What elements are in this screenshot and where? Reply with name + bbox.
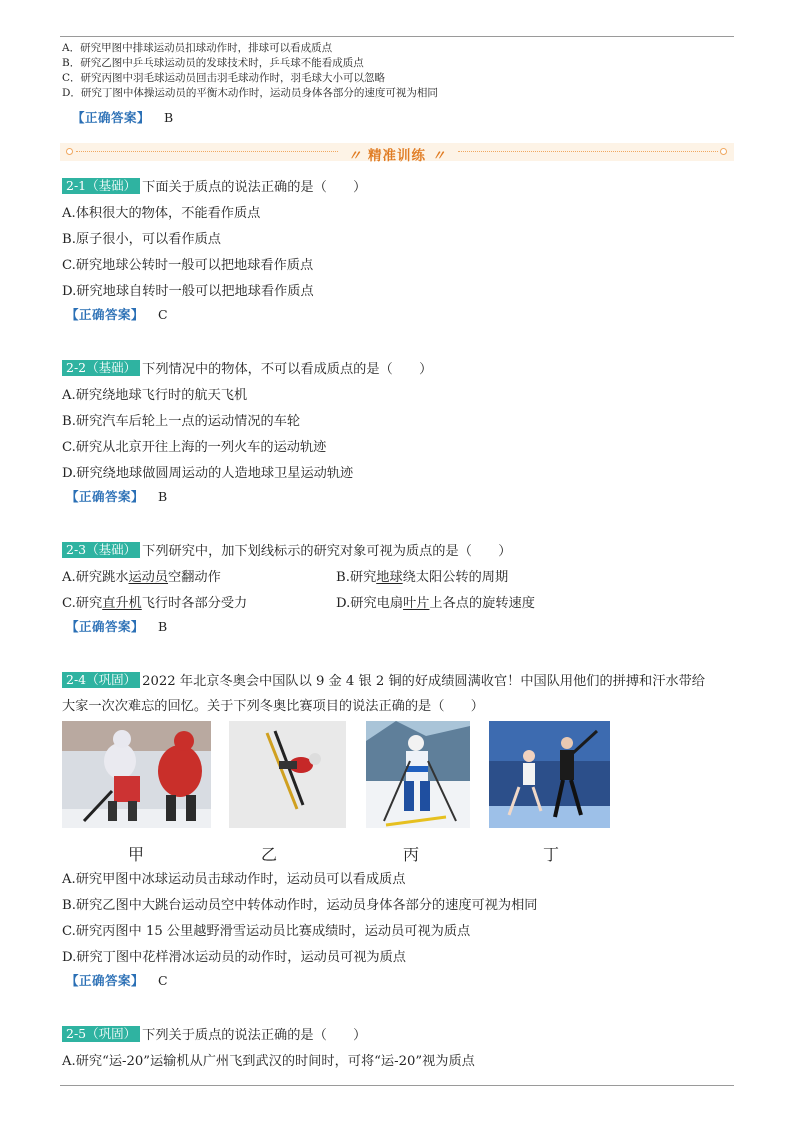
answer-value: C — [158, 307, 168, 322]
answer-value: B — [158, 619, 168, 634]
photo-label-bing: 丙 — [402, 845, 419, 864]
top-option-a: A．研究甲图中排球运动员扣球动作时，排球可以看成质点 — [62, 42, 333, 54]
q5-stem-text: 下列关于质点的说法正确的是（ ） — [142, 1028, 367, 1043]
q1-answer — [66, 305, 168, 323]
q5-stem — [62, 1024, 366, 1043]
q2-answer — [66, 487, 167, 505]
q2-option-c: C.研究从北京开往上海的一列火车的运动轨迹 — [62, 440, 327, 455]
q5-option-a: A.研究“运-20”运输机从广州飞到武汉的时间时，可将“运-20”视为质点 — [62, 1054, 475, 1069]
q4-tag: 2-4（巩固） — [62, 672, 140, 688]
q3-option-b — [336, 566, 508, 585]
q2-stem — [62, 358, 432, 377]
q3-a-pre: A.研究跳水 — [62, 570, 129, 585]
banner-title-text: 精准训练 — [368, 148, 426, 164]
photo-label-jia: 甲 — [127, 845, 144, 864]
q4-option-b: B.研究乙图中大跳台运动员空中转体动作时，运动员身体各部分的速度可视为相同 — [62, 898, 538, 913]
q1-stem — [62, 176, 366, 195]
section-banner — [60, 143, 734, 164]
q3-option-a — [62, 566, 221, 585]
q3-c-pre: C.研究 — [62, 596, 103, 611]
q3-option-d — [336, 592, 535, 611]
q2-option-d: D.研究绕地球做圆周运动的人造地球卫星运动轨迹 — [62, 466, 354, 481]
answer-label: 【正确答案】 — [72, 110, 151, 125]
top-rule — [60, 36, 734, 37]
q2-option-b: B.研究汽车后轮上一点的运动情况的车轮 — [62, 414, 301, 429]
q1-option-c: C.研究地球公转时一般可以把地球看作质点 — [62, 258, 314, 273]
q4-option-a: A.研究甲图中冰球运动员击球动作时，运动员可以看成质点 — [62, 872, 406, 887]
answer-value: C — [158, 973, 168, 988]
q3-stem-text: 下列研究中，加下划线标示的研究对象可视为质点的是（ ） — [142, 544, 512, 559]
photo-ice-hockey — [62, 721, 211, 828]
top-option-c: C．研究丙图中羽毛球运动员回击羽毛球动作时，羽毛球大小可以忽略 — [62, 72, 386, 84]
q3-c-underlined: 直升机 — [102, 596, 142, 611]
q3-d-post: 上各点的旋转速度 — [429, 596, 535, 611]
q3-d-pre: D.研究电扇 — [336, 596, 404, 611]
q3-d-underlined: 叶片 — [403, 596, 430, 611]
q1-stem-text: 下面关于质点的说法正确的是（ ） — [142, 180, 367, 195]
q4-answer — [66, 971, 168, 989]
q3-answer — [66, 617, 167, 635]
answer-label: 【正确答案】 — [66, 973, 145, 988]
q3-c-post: 飞行时各部分受力 — [141, 596, 248, 611]
q1-option-a: A.体积很大的物体，不能看作质点 — [62, 206, 261, 221]
q4-option-c: C.研究丙图中 15 公里越野滑雪运动员比赛成绩时，运动员可视为质点 — [62, 924, 471, 939]
q2-option-a: A.研究绕地球飞行时的航天飞机 — [62, 388, 248, 403]
banner-title: 〃 精准训练 〃 — [347, 148, 447, 164]
q3-b-post: 绕太阳公转的周期 — [402, 570, 509, 585]
photo-label-ding: 丁 — [542, 845, 559, 864]
q3-option-c — [62, 592, 247, 611]
photo-cross-country — [366, 721, 470, 828]
q4-stem-line2: 大家一次次难忘的回忆。关于下列冬奥比赛项目的说法正确的是（ ） — [62, 699, 484, 714]
q3-a-post: 空翻动作 — [168, 570, 221, 585]
top-answer — [72, 108, 173, 126]
q1-option-d: D.研究地球自转时一般可以把地球看作质点 — [62, 284, 314, 299]
q1-option-b: B.原子很小，可以看作质点 — [62, 232, 221, 247]
q4-stem-text1: 2022 年北京冬奥会中国队以 9 金 4 银 2 铜的好成绩圆满收官！中国队用他们的拼搏和汗水带给 — [142, 674, 705, 689]
q3-stem — [62, 540, 511, 559]
q1-tag: 2-1（基础） — [62, 178, 140, 194]
q3-a-underlined: 运动员 — [128, 570, 169, 585]
q2-stem-text: 下列情况中的物体，不可以看成质点的是（ ） — [142, 362, 433, 377]
photo-big-air — [229, 721, 346, 828]
q3-b-underlined: 地球 — [376, 570, 403, 585]
top-option-d: D．研究丁图中体操运动员的平衡木动作时，运动员身体各部分的速度可视为相同 — [62, 87, 438, 99]
q4-option-d: D.研究丁图中花样滑冰运动员的动作时，运动员可视为质点 — [62, 950, 406, 965]
answer-label: 【正确答案】 — [66, 619, 145, 634]
q5-tag: 2-5（巩固） — [62, 1026, 140, 1042]
photo-figure-skating — [489, 721, 610, 828]
q4-stem-line1 — [62, 670, 705, 689]
q3-tag: 2-3（基础） — [62, 542, 140, 558]
photo-label-yi: 乙 — [260, 845, 277, 864]
top-option-b: B．研究乙图中乒乓球运动员的发球技术时，乒乓球不能看成质点 — [62, 57, 364, 69]
answer-label: 【正确答案】 — [66, 307, 145, 322]
answer-value: B — [164, 110, 174, 125]
answer-value: B — [158, 489, 168, 504]
answer-label: 【正确答案】 — [66, 489, 145, 504]
bottom-rule — [60, 1085, 734, 1086]
q3-b-pre: B.研究 — [336, 570, 377, 585]
q2-tag: 2-2（基础） — [62, 360, 140, 376]
